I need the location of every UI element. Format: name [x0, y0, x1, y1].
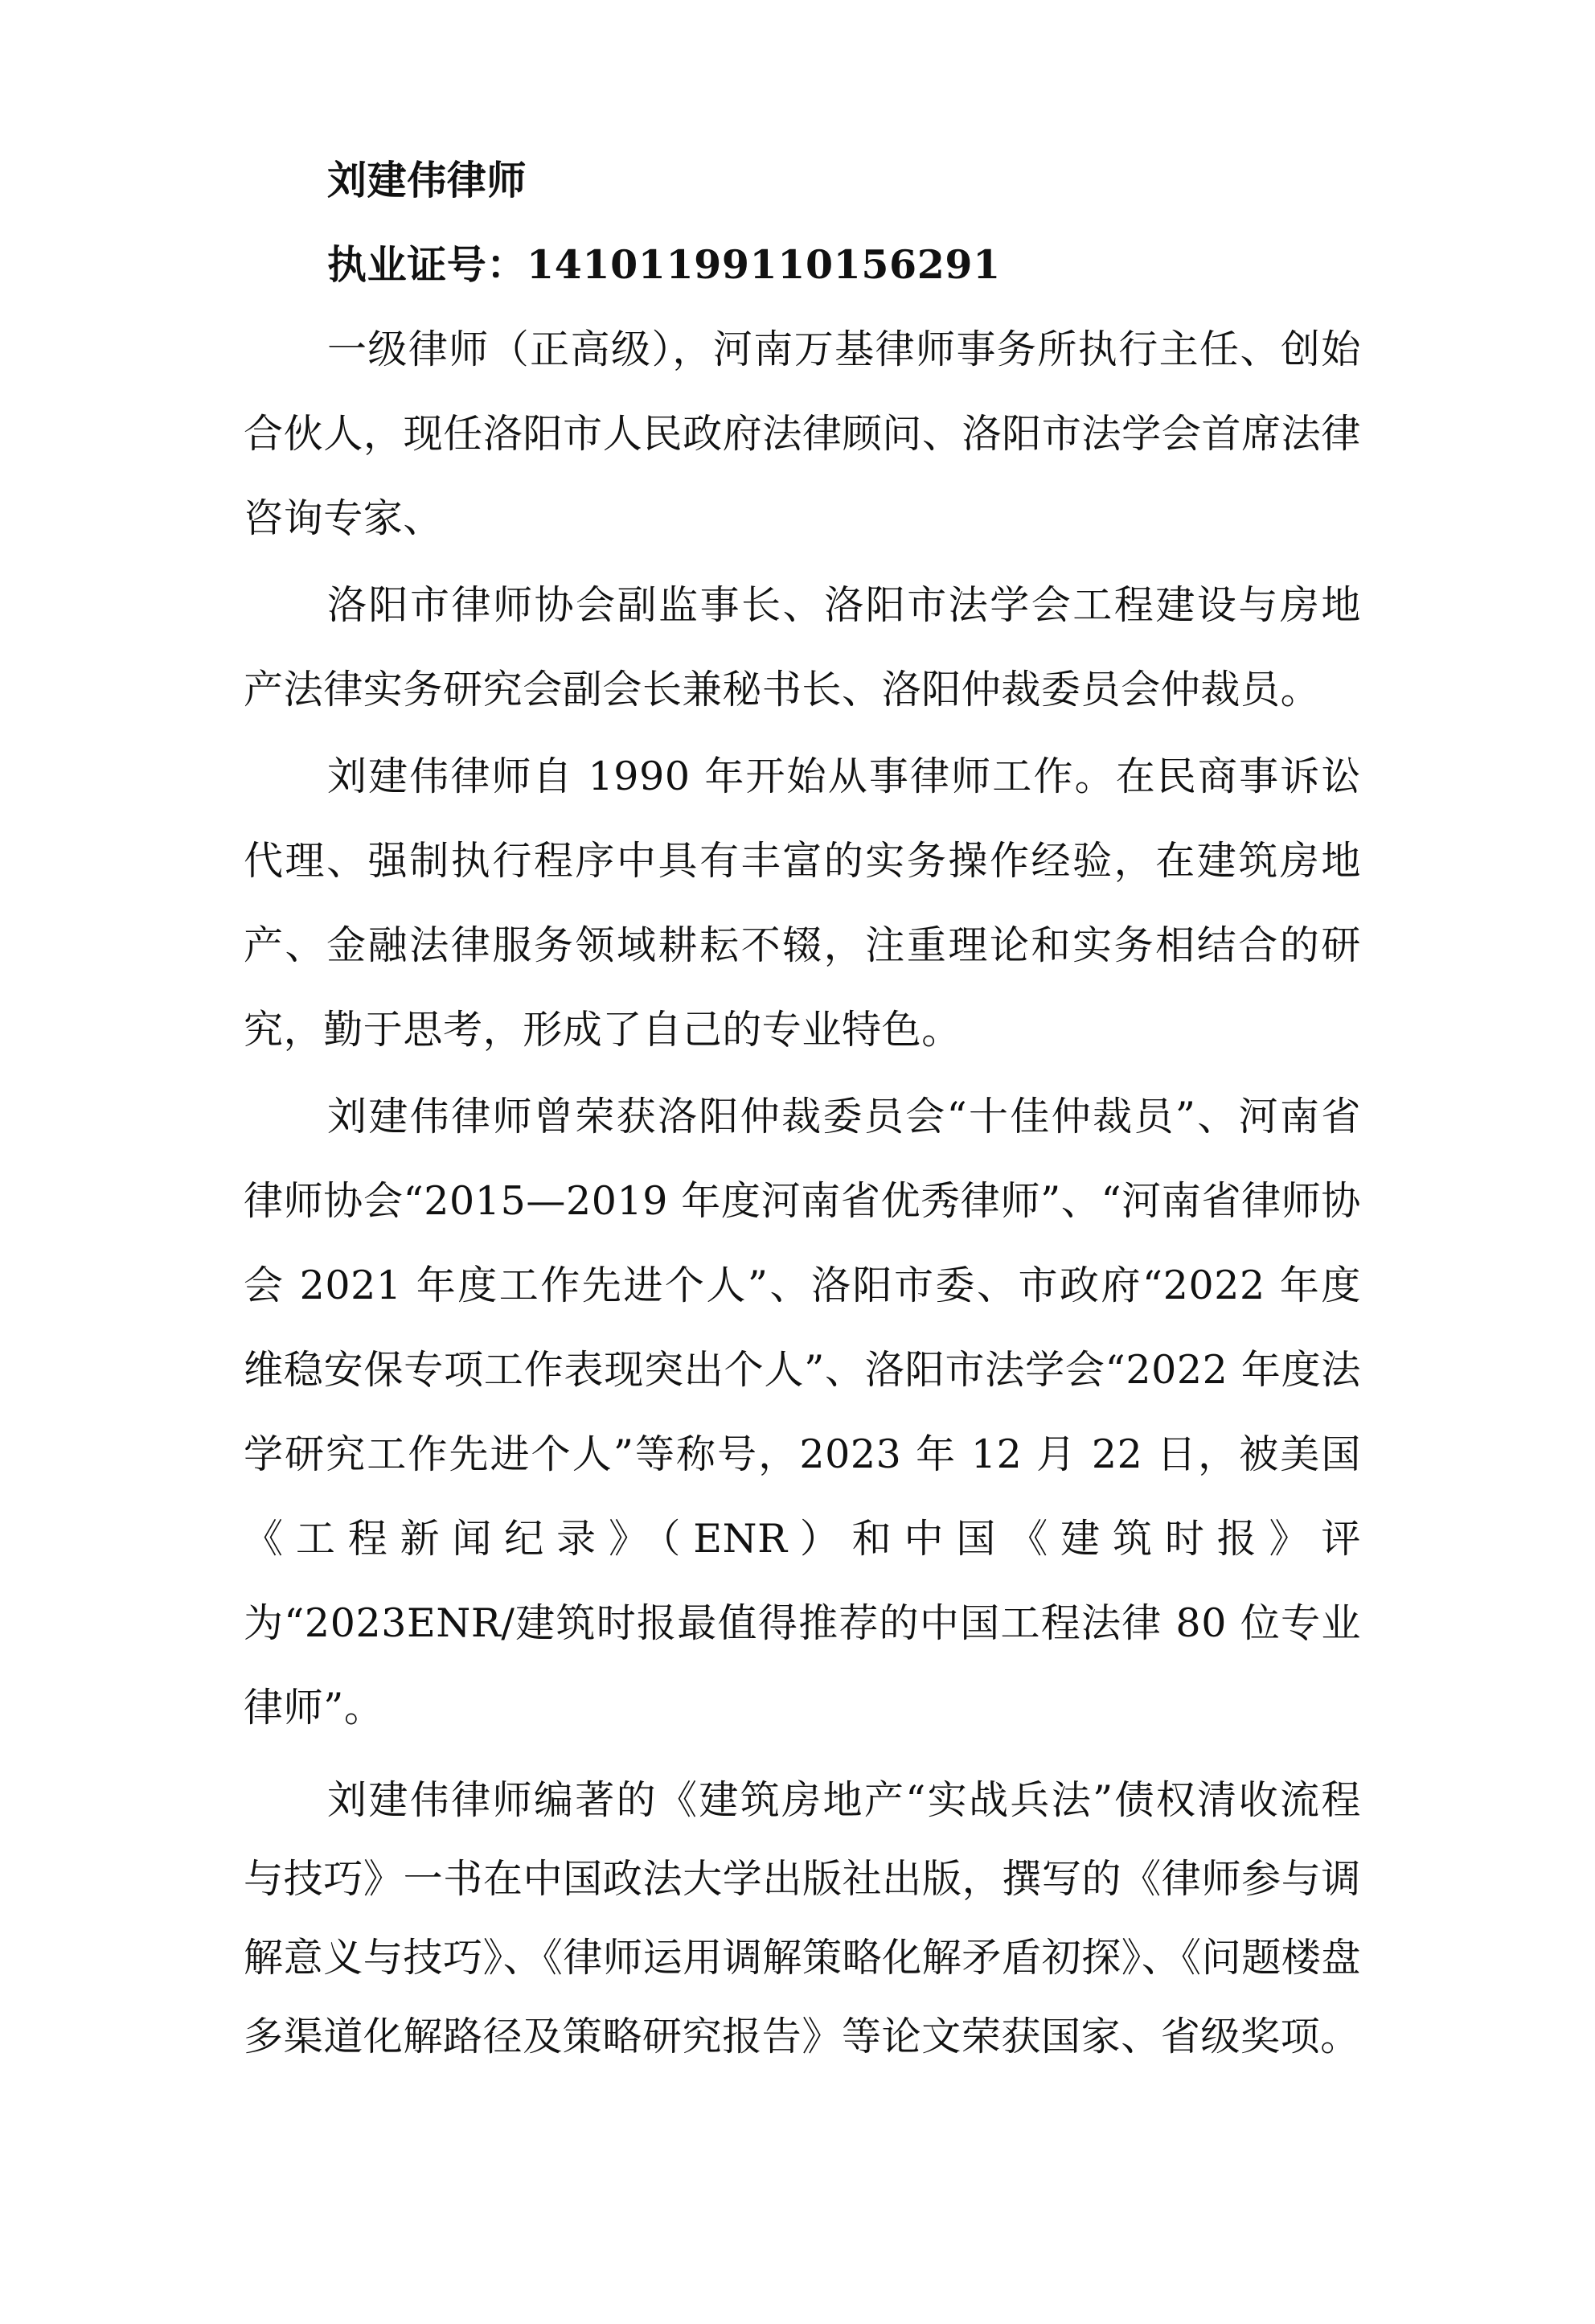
paragraph-positions: 洛阳市律师协会副监事长、洛阳市法学会工程建设与房地产法律实务研究会副会长兼秘书长、洛阳仲裁委员会仲裁员。 [244, 582, 1361, 712]
lawyer-profile [244, 138, 1361, 2076]
license-number: 执业证号：14101199110156291 [327, 241, 1001, 288]
paragraph-publications: 刘建伟律师编著的《建筑房地产“实战兵法”债权清收流程与技巧》一书在中国政法大学出版社出版，撰写的《律师参与调解意义与技巧》、《律师运用调解策略化解矛盾初探》、《问题楼盘多渠道化解路径及策略研究报告》等论文荣获国家、省级奖项。 [244, 1777, 1362, 2059]
lawyer-name-heading: 刘建伟律师 [327, 157, 527, 203]
paragraph-experience: 刘建伟律师自 1990 年开始从事律师工作。在民商事诉讼代理、强制执行程序中具有丰富的实务操作经验，在建筑房地产、金融法律服务领域耕耘不辍，注重理论和实务相结合的研究，勤于思考，形成了自己的专业特色。 [244, 753, 1361, 1053]
paragraph-honors: 刘建伟律师曾荣获洛阳仲裁委员会“十佳仲裁员”、河南省律师协会“2015—2019 年度河南省优秀律师”、“河南省律师协会 2021 年度工作先进个人”、洛阳市委、市政府“2022 年度维稳安保专项工作表现突出个人”、洛阳市法学会“2022 年度法学研究工作先进个人”等称号，2023 年 12 月 22 日，被美国《工程新闻纪录》（ENR）和中国《建筑时报》评为“2023ENR/建筑时报最值得推荐的中国工程法律 80 位专业律师”。 [244, 1094, 1361, 1731]
paragraph-titles: 一级律师（正高级），河南万基律师事务所执行主任、创始合伙人，现任洛阳市人民政府法律顾问、洛阳市法学会首席法律咨询专家、 [244, 326, 1361, 541]
